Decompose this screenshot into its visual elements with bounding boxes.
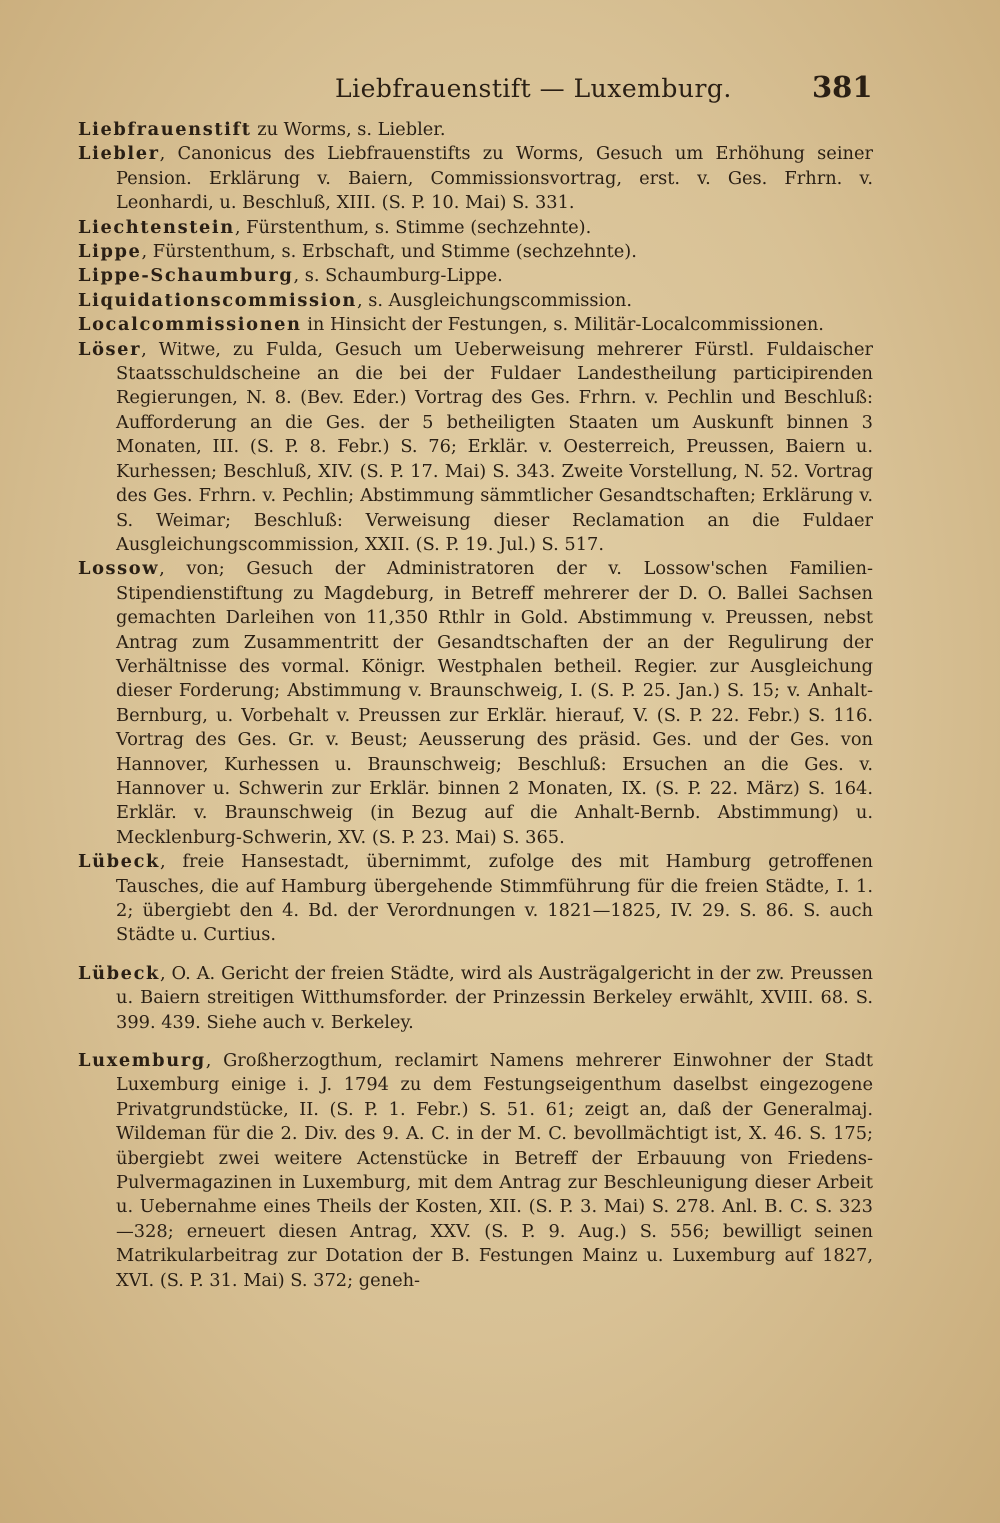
page-header <box>0 70 1000 110</box>
index-entry <box>78 557 873 850</box>
entry-lemma: Localcommissionen <box>78 314 302 336</box>
entry-text: , O. A. Gericht der freien Städte, wird als Austrägalgericht in der zw. Preussen u. Baiern streitigen Witthumsforder. der Prinzessin Berkeley erwählt, XVIII. 68. S. 399. 439. Siehe auch v. Berkeley. <box>116 962 873 1033</box>
entry-lemma: Lübeck <box>78 851 160 873</box>
index-entry <box>78 289 873 313</box>
entry-text: , s. Ausgleichungscommission. <box>356 289 633 311</box>
entry-text: , freie Hansestadt, übernimmt, zufolge des mit Hamburg getroffenen Tausches, die auf Hamburg übergehende Stimmführung für die freien Städte, I. 1. 2; übergiebt den 4. Bd. der Verordnungen v. 1821—1825, IV. 29. S. 86. S. auch Städte u. Curtius. <box>116 851 873 946</box>
entry-text: , s. Schaumburg-Lippe. <box>293 265 503 287</box>
index-entry <box>78 240 873 264</box>
entry-lemma: Liebler <box>78 143 160 165</box>
entry-text: zu Worms, s. Liebler. <box>251 119 446 140</box>
index-entry <box>78 1049 873 1293</box>
index-entry <box>78 850 873 948</box>
entry-text: , Großherzogthum, reclamirt Namens mehrerer Einwohner der Stadt Luxemburg einige i. J. 1794 zu dem Festungseigenthum daselbst eingezogene Privatgrundstücke, II. (S. P. 1. Febr.) S. 51. 61; zeigt an, daß der Generalmaj. Wildeman für die 2. Div. des 9. A. C. in der M. C. bevollmächtigt ist, X. 46. S. 175; übergiebt zwei weitere Actenstücke in Betreff der Erbauung von Friedens-Pulvermagazinen in Luxemburg, mit dem Antrag zur Beschleunigung dieser Arbeit u. Uebernahme eines Theils der Kosten, XII. (S. P. 3. Mai) S. 278. Anl. B. C. S. 323—328; erneuert diesen Antrag, XXV. (S. P. 9. Aug.) S. 556; bewilligt seinen Matrikularbeitrag zur Dotation der B. Festungen Mainz u. Luxemburg auf 1827, XVI. (S. P. 31. Mai) S. 372; geneh- <box>116 1050 873 1291</box>
entry-text: in Hinsicht der Festungen, s. Militär-Localcommissionen. <box>301 314 824 336</box>
entry-lemma: Lossow <box>78 558 160 580</box>
entry-lemma: Liquidationscommission <box>78 289 357 311</box>
entry-text: , Fürstenthum, s. Erbschaft, und Stimme (sechzehnte). <box>141 241 637 263</box>
entry-lemma: Lippe <box>78 241 142 263</box>
index-entries <box>78 118 873 1293</box>
index-entry <box>78 313 873 337</box>
entry-text: , Fürstenthum, s. Stimme (sechzehnte). <box>234 216 592 238</box>
page-number: 381 <box>812 70 873 104</box>
entry-text: , Canonicus des Liebfrauenstifts zu Worms, Gesuch um Erhöhung seiner Pension. Erklärung v. Baiern, Commissionsvortrag, erst. v. Ges. Frhrn. v. Leonhardi, u. Beschluß, XIII. (S. P. 10. Mai) S. 331. <box>116 143 873 214</box>
entry-lemma: Lippe-Schaumburg <box>78 265 294 287</box>
entry-text: , Witwe, zu Fulda, Gesuch um Ueberweisung mehrerer Fürstl. Fuldaischer Staatsschuldscheine an die bei der Fuldaer Landestheilung participirenden Regierungen, N. 8. (Bev. Eder.) Vortrag des Ges. Frhrn. v. Pechlin und Beschluß: Aufforderung an die Ges. der 5 betheiligten Staaten um Auskunft binnen 3 Monaten, III. (S. P. 8. Febr.) S. 76; Erklär. v. Oesterreich, Preussen, Baiern u. Kurhessen; Beschluß, XIV. (S. P. 17. Mai) S. 343. Zweite Vorstellung, N. 52. Vortrag des Ges. Frhrn. v. Pechlin; Abstimmung sämmtlicher Gesandtschaften; Erklärung v. S. Weimar; Beschluß: Verweisung dieser Reclamation an die Fuldaer Ausgleichungscommission, XXII. (S. P. 19. Jul.) S. 517. <box>116 338 873 555</box>
entry-lemma: Lübeck <box>78 962 160 984</box>
entry-text: , von; Gesuch der Administratoren der v. Lossow'schen Familien-Stipendienstiftung zu Magdeburg, in Betreff mehrerer der D. O. Ballei Sachsen gemachten Darleihen von 11,350 Rthlr in Gold. Abstimmung v. Preussen, nebst Antrag zum Zusammentritt der Gesandtschaften der an der Regulirung der Verhältnisse des vormal. Königr. Westphalen betheil. Regier. zur Ausgleichung dieser Forderung; Abstimmung v. Braunschweig, I. (S. P. 25. Jan.) S. 15; v. Anhalt-Bernburg, u. Vorbehalt v. Preussen zur Erklär. hierauf, V. (S. P. 22. Febr.) S. 116. Vortrag des Ges. Gr. v. Beust; Aeusserung des präsid. Ges. und der Ges. von Hannover, Kurhessen u. Braunschweig; Beschluß: Ersuchen an die Ges. v. Hannover u. Schwerin zur Erklär. binnen 2 Monaten, IX. (S. P. 22. März) S. 164. Erklär. v. Braunschweig (in Bezug auf die Anhalt-Bernb. Abstimmung) u. Mecklenburg-Schwerin, XV. (S. P. 23. Mai) S. 365. <box>116 558 873 848</box>
index-entry <box>78 216 873 240</box>
index-entry <box>78 962 873 1035</box>
entry-lemma: Löser <box>78 338 142 360</box>
index-entry <box>78 264 873 288</box>
index-entry <box>78 142 873 215</box>
entry-lemma: Liechtenstein <box>78 216 235 238</box>
entry-lemma: Luxemburg <box>78 1050 206 1072</box>
index-entry <box>78 338 873 558</box>
index-entry <box>78 118 873 142</box>
running-head: Liebfrauenstift — Luxemburg. <box>335 74 732 103</box>
entry-lemma: Liebfrauenstift <box>78 119 252 140</box>
